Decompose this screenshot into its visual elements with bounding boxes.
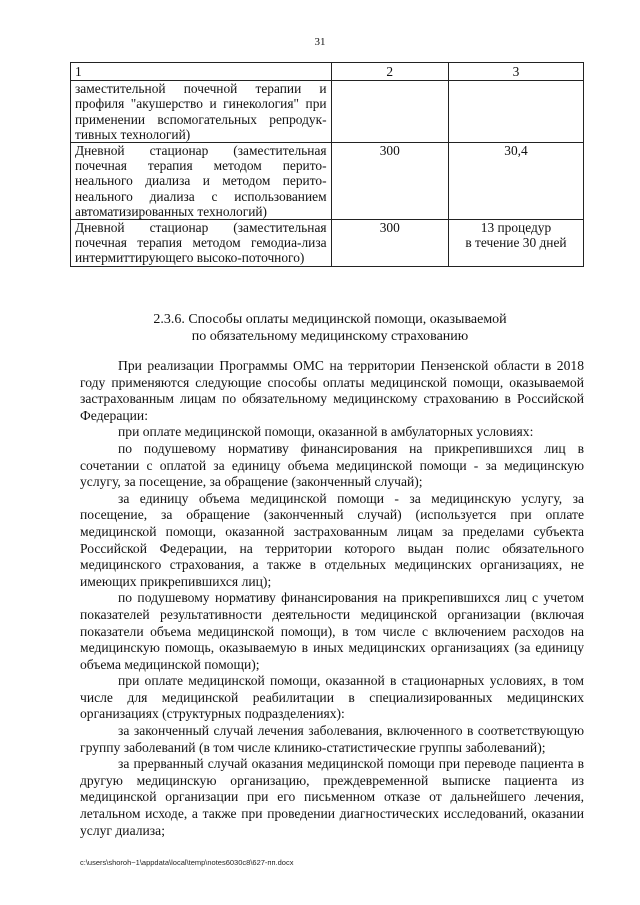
table-row [71,220,584,267]
paragraph: по подушевому нормативу финансирования на прикрепившихся лиц с учетом показателей результативности деятельности медицинской организации (включая показатели объема медицинской помощи), в том числе с включением расходов на медицинскую помощь, оказываемую в иных медицинских организациях (за единицу объема медицинской помощи); [80,590,584,672]
file-path-footer: c:\users\shoroh~1\appdata\local\temp\notes6030c8\627-пп.docx [80,858,294,867]
table-cell-description: Дневной стационар (заместительная почечная терапия методом гемодиа-лиза интермиттирующего высоко-поточного) [71,220,332,267]
column-header-2: 2 [331,63,448,81]
paragraph: за единицу объема медицинской помощи - за медицинскую услугу, за посещение, за обращение (законченный случай) (используется при оплате медицинской помощи, оказанной застрахованным лицам за пределами субъекта Российской Федерации, на территории которого выдан полис обязательного медицинского страхования, а также в отдельных медицинских организациях, не имеющих прикрепившихся лиц); [80,490,584,589]
table-header-row [71,63,584,81]
section-heading [100,311,560,345]
paragraph: по подушевому нормативу финансирования на прикрепившихся лиц в сочетании с оплатой за единицу объема медицинской помощи - за медицинскую услугу, за посещение, за обращение (законченный случай); [80,440,584,490]
page-number: 31 [314,36,326,48]
column-header-1: 1 [71,63,332,81]
norm-line-1: 13 процедур [480,220,552,236]
paragraph: при оплате медицинской помощи, оказанной в стационарных условиях, в том числе для медицинской реабилитации в специализированных медицинских организациях (структурных подразделениях): [80,673,584,722]
table-cell-value: 300 [331,143,448,220]
table-cell-norm [448,81,583,143]
data-table [70,62,584,267]
table-cell-value: 300 [331,220,448,267]
body-text [80,358,584,839]
table-row [71,143,584,220]
section-heading-line-2: по обязательному медицинскому страхованию [191,329,469,344]
paragraph: при оплате медицинской помощи, оказанной в амбулаторных условиях: [118,424,534,440]
table-cell-norm [448,220,583,267]
table-cell-description: Дневной стационар (заместительная почечная терапия методом перито-неального диализа и методом перито-неального диализа с использованием автоматизированных технологий) [71,143,332,220]
table-cell-value [331,81,448,143]
paragraph: за законченный случай лечения заболевания, включенного в соответствующую группу заболеваний (в том числе клинико-статистические группы заболеваний); [80,723,584,755]
norm-line-2: в течение 30 дней [465,235,567,251]
table-cell-description: заместительной почечной терапии и профиля "акушерство и гинекология" при применении вспомогательных репродук-тивных технологий) [71,81,332,143]
table-row [71,81,584,143]
column-header-3: 3 [448,63,583,81]
paragraph: за прерванный случай оказания медицинской помощи при переводе пациента в другую медицинскую организацию, преждевременной выписке пациента из медицинской организации при его письменном отказе от дальнейшего лечения, летальном исходе, а также при проведении диагностических исследований, оказании услуг диализа; [80,756,584,838]
section-heading-line-1: 2.3.6. Способы оплаты медицинской помощи, оказываемой [153,312,507,327]
table-cell-norm: 30,4 [448,143,583,220]
paragraph: При реализации Программы ОМС на территории Пензенской области в 2018 году применяются следующие способы оплаты медицинской помощи, оказываемой застрахованным лицам по обязательному медицинскому страхованию в Российской Федерации: [80,358,584,423]
